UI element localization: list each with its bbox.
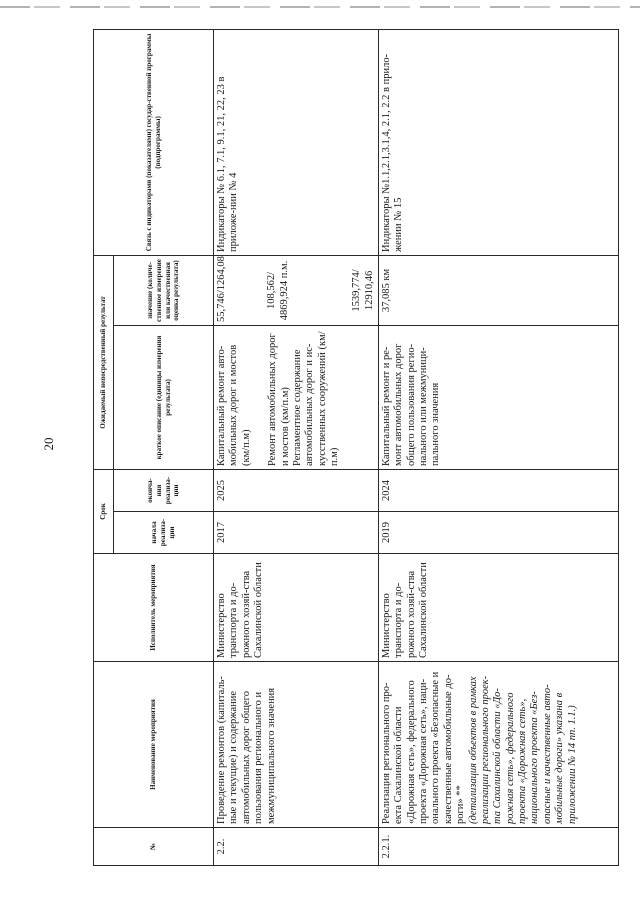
scan-artifact-line bbox=[0, 6, 640, 8]
row-executor: Министерство транспорта и до-рожного хозяй-ства Сахалинской области bbox=[378, 554, 618, 662]
header-name: Наименование мероприятия bbox=[94, 662, 214, 828]
row-name-note: (детализация объектов в рамках реализации регионального проек-та Сахалинской области «До-рожная сеть», федерального проекта «Дорожная сеть», национального проекта «Без-опасные и качественные авто-мобильные дороги» указана в приложении № 14 пп. 1.1.) bbox=[467, 675, 578, 824]
row-result-value bbox=[214, 255, 379, 325]
header-num: № bbox=[94, 828, 214, 866]
measures-table bbox=[93, 29, 619, 866]
row-link: Индикаторы № 6.1, 7.1, 9.1, 21, 22, 23 в приложе-нии № 4 bbox=[214, 29, 379, 255]
result-desc-3: Регламентное содержание автомобильных дорог и ис-кусственных сооружений (км/п.м) bbox=[291, 331, 340, 466]
row-name: Проведение ремонтов (капиталь-ные и текущие) и содержание автомобильных дорог общего пользования регионального и межмуниципального значения bbox=[214, 662, 379, 828]
header-executor: Исполнитель мероприятия bbox=[94, 554, 214, 662]
header-result-desc: краткое описание (единицы измерения результата) bbox=[114, 325, 214, 469]
header-term-end: оконча-ния реализа-ции bbox=[114, 469, 214, 511]
header-term: Срок bbox=[94, 469, 114, 553]
row-num: 2.2. bbox=[214, 828, 379, 866]
page-number: 20 bbox=[41, 437, 56, 451]
header-result-value: значение (количе-ственное измерение или качественная оценка результата) bbox=[114, 255, 214, 325]
rotated-table-sheet bbox=[93, 30, 603, 866]
row-result-desc bbox=[214, 325, 379, 469]
row-name-main: Реализация регионального про-екта Сахалинской области «Дорожная сеть», федерального проекта «Дорожная сеть», наци-онального проекта «Безопасные и качественные автомобильные до-роги» ** bbox=[380, 671, 467, 824]
result-desc-2: Ремонт автомобильных дорог и мостов (км/п.м) bbox=[267, 333, 291, 466]
header-link: Связь с индикаторами (показателями) государ-ственной программы (подпрограммы) bbox=[94, 29, 214, 255]
result-value-1: 55,746/1264,08 bbox=[216, 256, 227, 322]
header-term-start: начала реализа-ции bbox=[114, 512, 214, 554]
table-row bbox=[214, 29, 379, 865]
result-value-3: 1539,774/ 12910,46 bbox=[351, 269, 375, 312]
row-name bbox=[378, 662, 618, 828]
header-result: Ожидаемый непосредственный результат bbox=[94, 255, 114, 469]
row-start: 2019 bbox=[378, 512, 618, 554]
table-row bbox=[378, 29, 618, 865]
result-value-2: 108,562/ 4869,924 п.м. bbox=[266, 260, 290, 321]
row-start: 2017 bbox=[214, 512, 379, 554]
header-row bbox=[94, 29, 114, 865]
row-num: 2.2.1. bbox=[378, 828, 618, 866]
row-link: Индикаторы №1.1,2.1,3.1,4, 2.1, 2.2 в прило-жении № 15 bbox=[378, 29, 618, 255]
row-result-value: 37,085 км bbox=[378, 255, 618, 325]
row-end: 2024 bbox=[378, 469, 618, 511]
result-desc-1: Капитальный ремонт авто-мобильных дорог и мостов (км/п.м) bbox=[216, 344, 252, 466]
row-result-desc: Капитальный ремонт и ре-монт автомобильных дорог общего пользования регио-нального или межмуници-пального значения bbox=[378, 325, 618, 469]
row-executor: Министерство транспорта и до-рожного хозяй-ства Сахалинской области bbox=[214, 554, 379, 662]
row-end: 2025 bbox=[214, 469, 379, 511]
